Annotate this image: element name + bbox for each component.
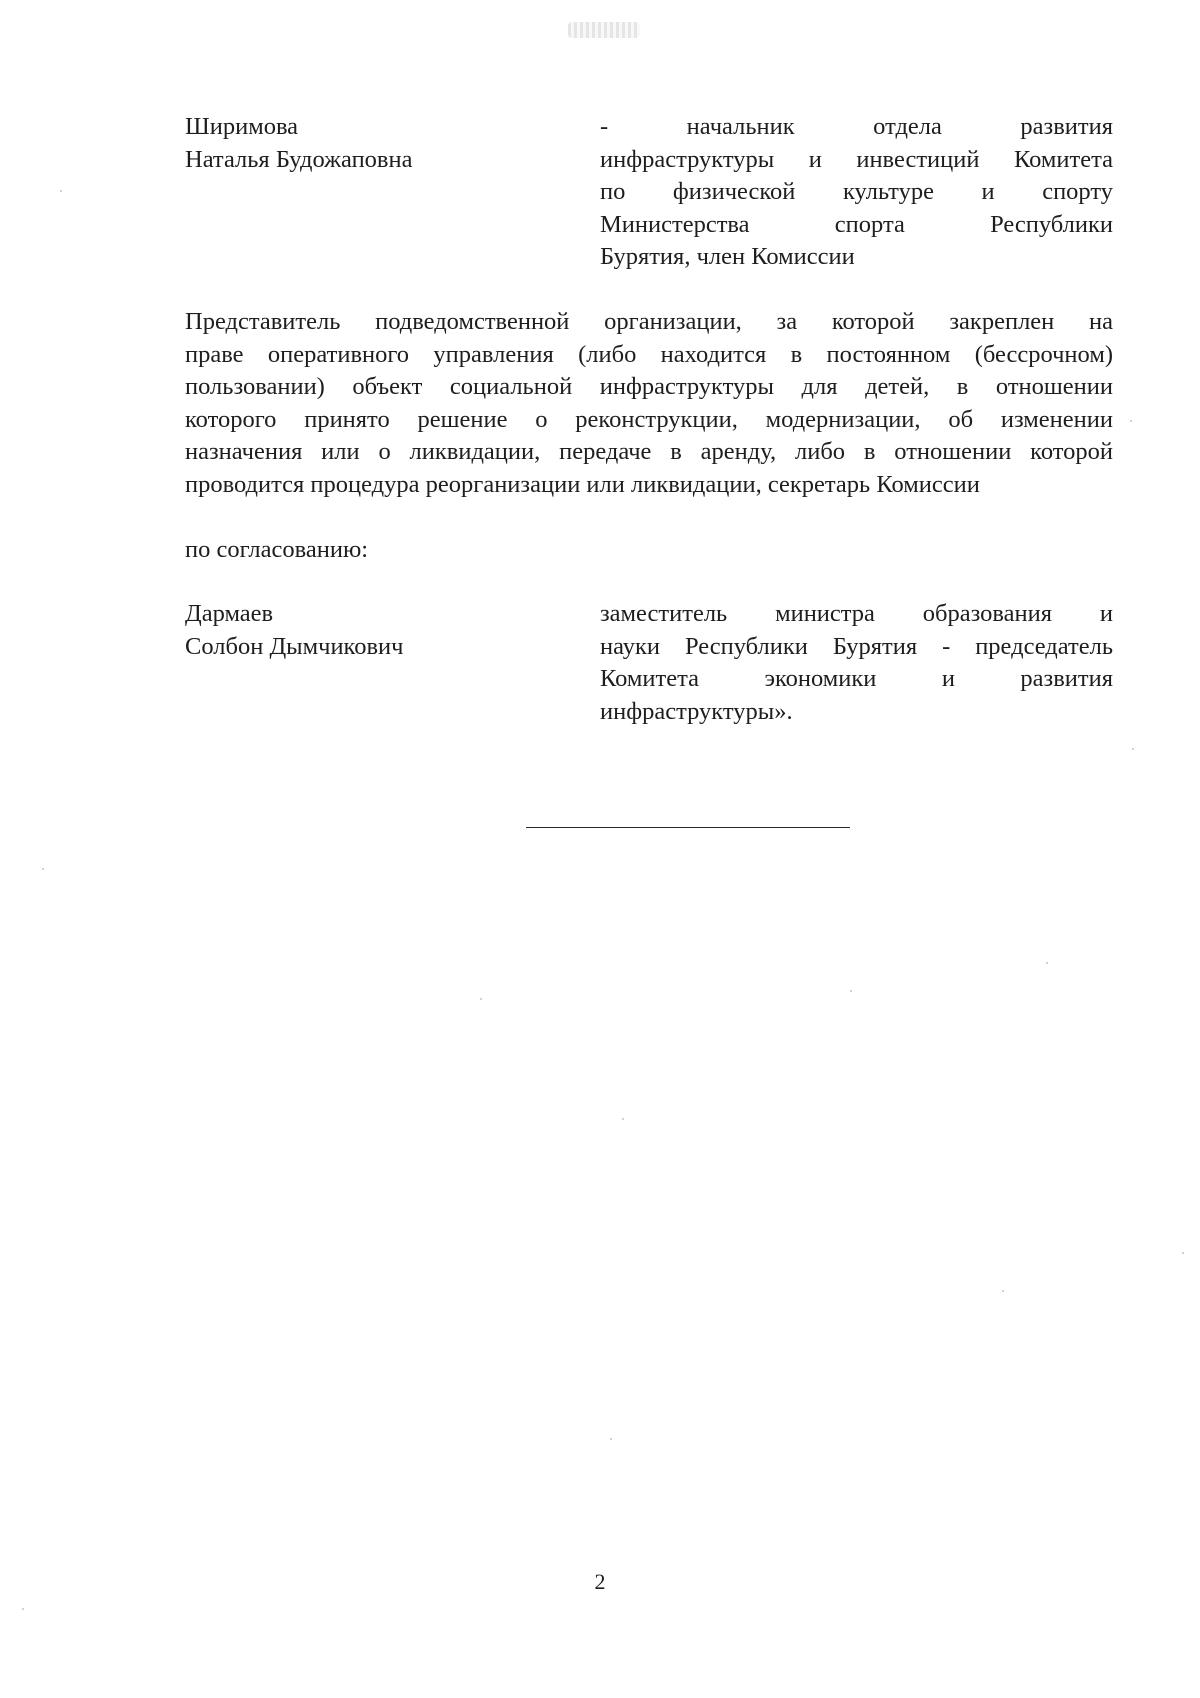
position-line: науки Республики Бурятия - председатель	[600, 632, 1113, 660]
scan-speck	[1132, 748, 1134, 750]
position-line: Бурятия, член Комиссии	[600, 243, 855, 270]
scan-speck	[1130, 420, 1132, 422]
section-divider	[526, 827, 850, 828]
scan-speck	[42, 868, 44, 870]
member-given-names: Солбон Дымчикович	[185, 632, 404, 660]
scan-speck	[1182, 1252, 1184, 1254]
paragraph-line: праве оперативного управления (либо находится в постоянном (бессрочном)	[185, 340, 1113, 368]
agreement-label: по согласованию:	[185, 536, 369, 563]
member-position	[600, 111, 1113, 274]
position-line: - начальник отдела развития	[600, 113, 1113, 140]
member-given-names: Наталья Будожаповна	[185, 145, 413, 173]
scan-speck	[1002, 1290, 1004, 1292]
scan-speck	[22, 1608, 24, 1610]
position-line: Министерства спорта Республики	[600, 210, 1113, 238]
member-position	[600, 598, 1113, 728]
position-line: инфраструктуры».	[600, 697, 793, 725]
paragraph-line: пользовании) объект социальной инфраструктуры для детей, в отношении	[185, 373, 1113, 400]
member-name	[185, 598, 545, 663]
position-line: по физической культуре и спорту	[600, 178, 1113, 205]
member-surname: Ширимова	[185, 113, 299, 140]
scan-stamp-mark	[568, 22, 640, 38]
paragraph-line: назначения или о ликвидации, передаче в аренду, либо в отношении которой	[185, 438, 1113, 465]
paragraph-line: Представитель подведомственной организации, за которой закреплен на	[185, 308, 1113, 335]
scan-speck	[622, 1118, 624, 1120]
page-number: 2	[594, 1569, 606, 1594]
scan-speck	[850, 990, 852, 992]
scan-speck	[480, 998, 482, 1000]
paragraph-line: проводится процедура реорганизации или ликвидации, секретарь Комиссии	[185, 470, 980, 498]
position-line: Комитета экономики и развития	[600, 665, 1113, 692]
scan-speck	[1046, 962, 1048, 964]
position-line: инфраструктуры и инвестиций Комитета	[600, 145, 1113, 173]
member-surname: Дармаев	[185, 600, 274, 627]
scan-speck	[610, 1438, 612, 1440]
position-line: заместитель министра образования и	[600, 600, 1113, 627]
paragraph-line: которого принято решение о реконструкции, модернизации, об изменении	[185, 405, 1113, 433]
member-name	[185, 111, 545, 176]
scan-speck	[60, 190, 62, 192]
representative-paragraph	[185, 306, 1113, 501]
